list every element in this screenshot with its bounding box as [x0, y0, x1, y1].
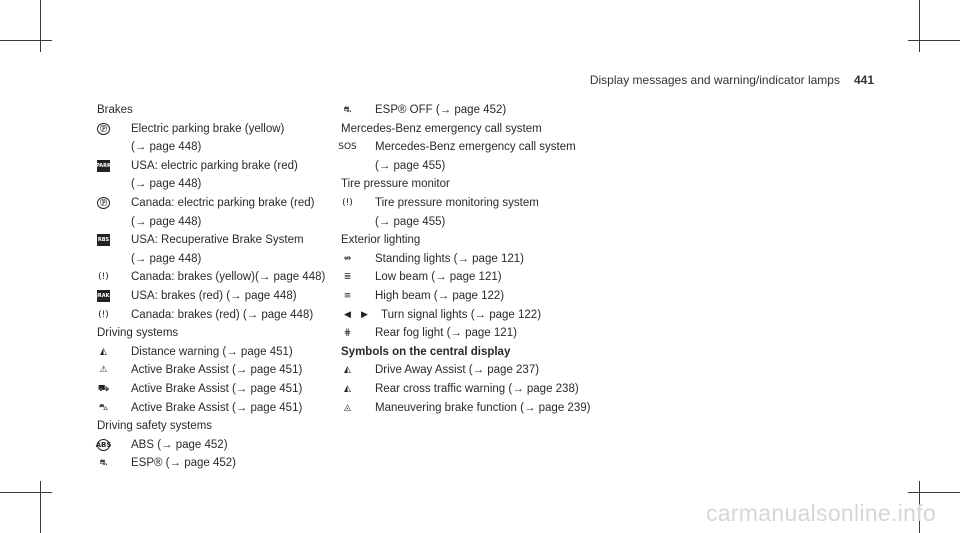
- item-text: [131, 399, 337, 418]
- brake-warning-icon: (!): [98, 309, 109, 320]
- drive-away-assist-icon: ◭: [344, 365, 351, 376]
- left-column: [94, 101, 337, 473]
- icon-group: [341, 306, 381, 321]
- item-line: Low beam (→ page 121): [375, 271, 502, 284]
- list-item: [97, 436, 337, 455]
- list-item: [97, 120, 337, 157]
- item-text: [131, 287, 337, 306]
- item-text: [131, 343, 337, 362]
- item-line: (→ page 455): [375, 159, 446, 172]
- list-item: [97, 231, 337, 268]
- list-item: [94, 287, 337, 306]
- list-item: [341, 268, 641, 287]
- list-item: [341, 361, 641, 380]
- section-heading: Mercedes-Benz emergency call system: [341, 122, 542, 135]
- turn-left-icon: ◀: [344, 309, 351, 320]
- icon-group: [97, 436, 131, 451]
- item-line: High beam (→ page 122): [375, 289, 505, 302]
- item-line: Drive Away Assist (→ page 237): [375, 364, 540, 377]
- list-item: [97, 454, 337, 473]
- parking-brake-icon: Ⓟ: [97, 197, 110, 209]
- icon-group: [341, 380, 375, 395]
- item-line: Active Brake Assist (→ page 451): [131, 364, 303, 377]
- high-beam-icon: ≡: [343, 290, 352, 301]
- icon-group: [97, 306, 131, 321]
- list-item: [97, 380, 337, 399]
- list-item: [341, 287, 641, 306]
- item-line: Rear cross traffic warning (→ page 238): [375, 382, 579, 395]
- item-line: ESP® OFF (→ page 452): [375, 104, 507, 116]
- item-text: [131, 231, 337, 268]
- crop-mark: [0, 492, 52, 493]
- icon-group: [341, 361, 375, 376]
- icon-group: [97, 380, 131, 395]
- header-title: Display messages and warning/indicator lamps: [589, 73, 840, 87]
- item-text: [375, 250, 641, 269]
- list-item: [341, 399, 641, 418]
- parking-brake-icon: Ⓟ: [97, 123, 110, 135]
- icon-group: [97, 454, 131, 469]
- icon-group: [338, 138, 375, 153]
- esp-off-icon: ⛐: [343, 105, 352, 115]
- item-text: [131, 306, 337, 325]
- watermark: carmanualsonline.info: [705, 500, 936, 526]
- crop-mark: [0, 40, 52, 41]
- item-line: Turn signal lights (→ page 122): [381, 308, 542, 321]
- standing-lights-icon: ⇎: [343, 253, 352, 264]
- item-text: [375, 361, 641, 380]
- item-text: [131, 436, 337, 455]
- rear-fog-light-icon: ⋕: [343, 328, 352, 339]
- item-text: [381, 306, 641, 325]
- list-item: [338, 138, 641, 175]
- item-line: Distance warning (→ page 451): [131, 345, 293, 358]
- page-header: [590, 73, 874, 87]
- icon-group: [341, 399, 375, 414]
- active-brake-assist-off-icon: ⛟: [97, 383, 110, 394]
- item-text: [131, 361, 337, 380]
- brake-warning-icon: (!): [98, 272, 109, 283]
- low-beam-icon: ≣: [343, 272, 352, 283]
- icon-group: [341, 324, 375, 339]
- active-brake-assist-icon: ⚠: [99, 365, 108, 376]
- list-item: [97, 306, 337, 325]
- item-line: USA: Recuperative Brake System: [131, 234, 304, 247]
- list-item: [97, 399, 337, 418]
- icon-group: [97, 361, 131, 376]
- list-item: [97, 268, 337, 287]
- item-line: (→ page 448): [131, 252, 202, 265]
- icon-group: [341, 287, 375, 302]
- list-item: [97, 361, 337, 380]
- item-line: Rear fog light (→ page 121): [375, 327, 517, 340]
- section-heading: Driving safety systems: [97, 420, 213, 433]
- icon-group: [97, 157, 131, 172]
- item-line: Canada: electric parking brake (red): [131, 196, 315, 209]
- icon-group: [341, 250, 375, 265]
- item-line: Maneuvering brake function (→ page 239): [375, 401, 591, 414]
- right-column: [338, 101, 641, 417]
- brake-icon: BRAKE: [97, 290, 110, 302]
- icon-group: [97, 231, 131, 246]
- item-line: (→ page 448): [131, 178, 202, 191]
- turn-right-icon: ▶: [361, 309, 368, 320]
- item-line: Electric parking brake (yellow): [131, 122, 285, 135]
- item-text: [131, 194, 337, 231]
- abs-icon: ABS: [95, 440, 112, 449]
- item-text: [375, 380, 641, 399]
- list-item: [341, 250, 641, 269]
- item-line: Standing lights (→ page 121): [375, 252, 524, 265]
- list-item: [341, 101, 641, 120]
- crop-mark: [908, 40, 960, 41]
- list-item: [97, 194, 337, 231]
- section-heading: Driving systems: [97, 327, 179, 340]
- item-line: USA: brakes (red) (→ page 448): [131, 289, 297, 302]
- list-item: [341, 380, 641, 399]
- item-text: [131, 380, 337, 399]
- park-icon: PARK: [97, 160, 110, 172]
- icon-group: [97, 120, 131, 135]
- item-text: [131, 454, 337, 473]
- item-line: (→ page 448): [131, 215, 202, 228]
- section-heading: Exterior lighting: [341, 234, 421, 247]
- item-line: Canada: brakes (yellow)(→ page 448): [131, 271, 326, 284]
- item-text: [131, 120, 337, 157]
- distance-warning-icon: ◭: [100, 346, 107, 357]
- item-line: (→ page 455): [375, 215, 446, 228]
- icon-group: [97, 194, 131, 209]
- item-text: [375, 138, 641, 175]
- item-line: Canada: brakes (red) (→ page 448): [131, 308, 314, 321]
- section-heading: Brakes: [97, 104, 133, 116]
- item-line: (→ page 448): [131, 141, 202, 154]
- section-heading: Tire pressure monitor: [341, 178, 450, 191]
- item-text: [375, 324, 641, 343]
- item-text: [375, 268, 641, 287]
- esp-icon: ⛐: [99, 458, 108, 469]
- item-line: ABS (→ page 452): [131, 438, 228, 451]
- item-text: [375, 399, 641, 418]
- maneuvering-brake-icon: ◬: [344, 402, 351, 413]
- list-item: [341, 306, 641, 325]
- list-item: [341, 324, 641, 343]
- rear-cross-traffic-icon: ◭: [344, 383, 351, 394]
- item-line: Active Brake Assist (→ page 451): [131, 401, 303, 414]
- icon-group: [94, 287, 131, 302]
- icon-group: [341, 194, 375, 209]
- icon-group: [97, 399, 131, 414]
- icon-group: [341, 268, 375, 283]
- item-line: Active Brake Assist (→ page 451): [131, 382, 303, 395]
- page-number: 441: [853, 73, 874, 87]
- crop-mark: [919, 0, 920, 52]
- item-text: [375, 101, 641, 120]
- sos-icon: SOS: [338, 142, 357, 153]
- icon-group: [97, 268, 131, 283]
- item-text: [375, 287, 641, 306]
- active-brake-assist-icon: ⛍: [98, 402, 109, 413]
- rbs-icon: RBS: [97, 234, 110, 246]
- list-item: [97, 157, 337, 194]
- item-text: [375, 194, 641, 231]
- section-heading: Symbols on the central display: [341, 345, 511, 358]
- item-line: Tire pressure monitoring system: [375, 196, 539, 209]
- list-item: [341, 194, 641, 231]
- item-line: USA: electric parking brake (red): [131, 159, 298, 172]
- item-text: [131, 157, 337, 194]
- crop-mark: [908, 492, 960, 493]
- tire-pressure-icon: (!): [342, 197, 353, 208]
- crop-mark: [40, 0, 41, 52]
- icon-group: [97, 343, 131, 358]
- crop-mark: [40, 481, 41, 533]
- icon-group: [341, 101, 375, 116]
- item-text: [131, 268, 337, 287]
- item-line: Mercedes-Benz emergency call system: [375, 141, 576, 154]
- list-item: [97, 343, 337, 362]
- item-line: ESP® (→ page 452): [131, 457, 236, 470]
